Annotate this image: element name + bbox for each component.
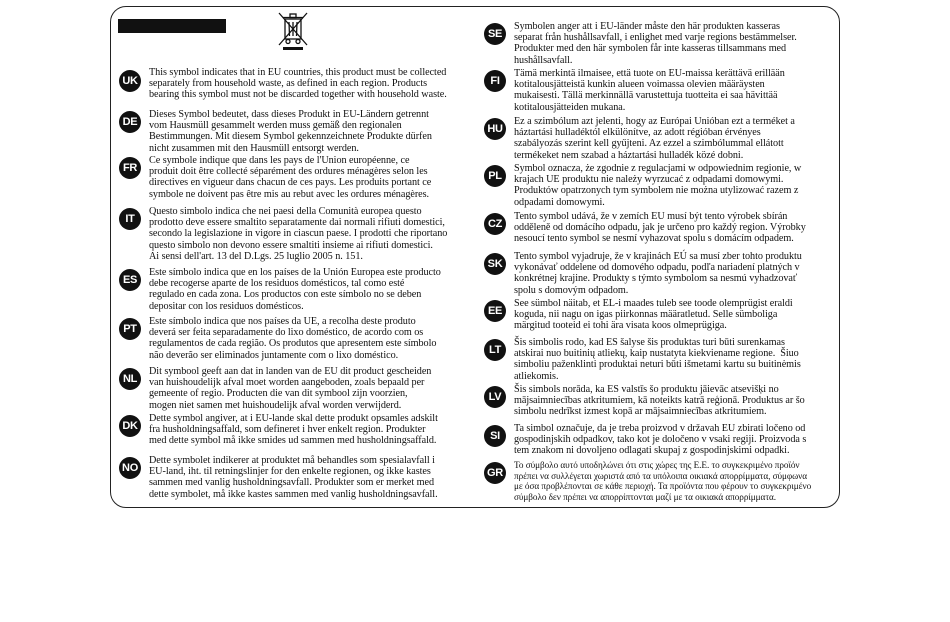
- notice-text: Το σύμβολο αυτό υποδηλώνει ότι στις χώρες της Ε.Ε. το συγκεκριμένο προϊόν πρέπει να συλλέγεται χωριστά από τα υπόλοιπα οικιακά απορρίμματα, σύμφωνα με όσα προβλέπονται σε κάθε περιοχή. Τα προϊόντα που φέρουν το συγκεκριμένο σύμβολο δεν πρέπει να απορρίπτονται μαζί με τα οικιακά απορρίμματα.: [514, 460, 812, 502]
- notice-text: Ez a szimbólum azt jelenti, hogy az Európai Unióban ezt a terméket a háztartási hulladéktól elkülönítve, az adott régióban érvényes szabályozás szerint kell gyűjteni. Az ezzel a szimbólummal ellátott termékeket nem szabad a háztartási hulladék közé dobni.: [514, 116, 795, 161]
- notice-text: Symbolen anger att i EU-länder måste den här produkten kasseras separat från hushållsavfall, i enlighet med varje regions bestämmelser. Produkter med den här symbolen får inte kasseras tillsammans med hushållsavfall.: [514, 21, 797, 66]
- notice-text: Ta simbol označuje, da je treba proizvod v državah EU zbirati ločeno od gospodinjskih odpadkov, tako kot je določeno v vsaki regiji. Proizvoda s tem znakom ni dovoljeno odlagati skupaj z gospodinjskimi odpadki.: [514, 423, 807, 457]
- country-code-badge: LV: [484, 386, 506, 408]
- notice-text: This symbol indicates that in EU countries, this product must be collected separately from household waste, as defined in each region. Products bearing this symbol must not be discarded together with household waste.: [149, 67, 447, 101]
- country-code-badge: FI: [484, 70, 506, 92]
- country-code-badge: SE: [484, 23, 506, 45]
- country-code-badge: FR: [119, 157, 141, 179]
- notice-text: Este símbolo indica que en los países de la Unión Europea este producto debe recogerse aparte de los residuos domésticos, tal como esté regulado en cada zona. Los productos con este símbolo no se deben depositar con los residuos domésticos.: [149, 267, 441, 312]
- notice-text: Dieses Symbol bedeutet, dass dieses Produkt in EU-Ländern getrennt vom Hausmüll gesammelt werden muss gemäß den regionalen Bestimmungen. Mit diesem Symbol gekennzeichnete Produkte dürfen nicht zusammen mit den Hausmüll entsorgt werden.: [149, 109, 432, 154]
- notice-text: Dette symbolet indikerer at produktet må behandles som spesialavfall i EU-land, iht. til retningslinjer for den enkelte regionen, og ikke kastes sammen med vanlig husholdningsavfall. Produkter som er merket med dette symbolet, må ikke kastes sammen med vanlig husholdningsavfall.: [149, 455, 438, 500]
- country-code-badge: CZ: [484, 213, 506, 235]
- notice-text: Šis simbols norāda, ka ES valstīs šo produktu jāievāc atsevišķi no mājsaimniecības atkritumiem, kā noteikts katrā reģionā. Produktus ar šo simbolu nedrīkst izmest kopā ar mājsaimniecības atkritumiem.: [514, 384, 805, 418]
- country-code-badge: ES: [119, 269, 141, 291]
- country-code-badge: EE: [484, 300, 506, 322]
- notice-text: Symbol oznacza, że zgodnie z regulacjami w odpowiednim regionie, w krajach UE produktu nie należy wyrzucać z odpadami domowymi. Produktów opatrzonych tym symbolem nie można utylizować razem z odpadami domowymi.: [514, 163, 802, 208]
- redacted-label-bar: [118, 19, 226, 33]
- country-code-badge: DE: [119, 111, 141, 133]
- country-code-badge: PT: [119, 318, 141, 340]
- notice-text: Šis simbolis rodo, kad ES šalyse šis produktas turi būti surenkamas atskirai nuo buitinių atliekų, kaip nustatyta kiekviename regione. Šiuo simboliu paženklinti produktai neturi būti išmetami kartu su buitinėmis atliekomis.: [514, 337, 801, 382]
- notice-text: Este símbolo indica que nos países da UE, a recolha deste produto deverá ser feita separadamente do lixo doméstico, de acordo com os regulamentos de cada região. Os produtos que apresentem este símbolo não deverão ser eliminados juntamente com o lixo doméstico.: [149, 316, 437, 361]
- country-code-badge: SI: [484, 425, 506, 447]
- notice-text: Ce symbole indique que dans les pays de l'Union européenne, ce produit doit être collecté séparément des ordures ménagères selon les directives en vigueur dans chacun de ces pays. Les produits portant ce symbole ne doivent pas être mis au rebut avec les ordures ménagères.: [149, 155, 432, 200]
- country-code-badge: GR: [484, 462, 506, 484]
- country-code-badge: HU: [484, 118, 506, 140]
- notice-text: Tento symbol udává, že v zemích EU musí být tento výrobek sbírán odděleně od domácího odpadu, jak je určeno pro každý region. Výrobky nesoucí tento symbol se nesmí vyhazovat spolu s domácím odpadem.: [514, 211, 806, 245]
- country-code-badge: DK: [119, 415, 141, 437]
- notice-text: Tento symbol vyjadruje, že v krajinách EÚ sa musí zber tohto produktu vykonávať oddelene od domového odpadu, podľa nariadení platných v konkrétnej krajine. Produkty s týmto symbolom sa nesmú vyhadzovať spolu s domovým odpadom.: [514, 251, 802, 296]
- country-code-badge: UK: [119, 70, 141, 92]
- country-code-badge: LT: [484, 339, 506, 361]
- weee-bin-icon: [274, 10, 312, 50]
- notice-text: Questo simbolo indica che nei paesi della Comunità europea questo prodotto deve essere smaltito separatamente dai normali rifiuti domestici, secondo la legislazione in vigore in ciascun paese. I prodotti che riportano questo simbolo non devono essere smaltiti insieme ai rifiuti domestici. Ai sensi dell'art. 13 del D.Lgs. 25 luglio 2005 n. 151.: [149, 206, 448, 262]
- country-code-badge: NO: [119, 457, 141, 479]
- notice-text: Tämä merkintä ilmaisee, että tuote on EU-maissa kerättävä erillään kotitalousjätteistä kunkin alueen voimassa olevien määräysten mukaisesti. Tällä merkinnällä varustettuja tuotteita ei saa hävittää kotitalousjätteiden mukana.: [514, 68, 785, 113]
- country-code-badge: PL: [484, 165, 506, 187]
- notice-text: Dette symbol angiver, at i EU-lande skal dette produkt opsamles adskilt fra husholdningsaffald, som defineret i hver enkelt region. Produkter med dette symbol må ikke smides ud sammen med husholdningsaffald.: [149, 413, 438, 447]
- notice-text: See sümbol näitab, et EL-i maades tuleb see toode olemprügist eraldi koguda, nii nagu on igas piirkonnas määratletud. Selle sümboliga märgitud tooteid ei tohi ära visata koos olmeprügiga.: [514, 298, 793, 332]
- notice-text: Dit symbool geeft aan dat in landen van de EU dit product gescheiden van huishoudelijk afval moet worden aangeboden, zoals bepaald per gemeente of regio. Producten die van dit symbool zijn voorzien, mogen niet samen met huishoudelijk afval worden verwijderd.: [149, 366, 432, 411]
- country-code-badge: IT: [119, 208, 141, 230]
- country-code-badge: SK: [484, 253, 506, 275]
- country-code-badge: NL: [119, 368, 141, 390]
